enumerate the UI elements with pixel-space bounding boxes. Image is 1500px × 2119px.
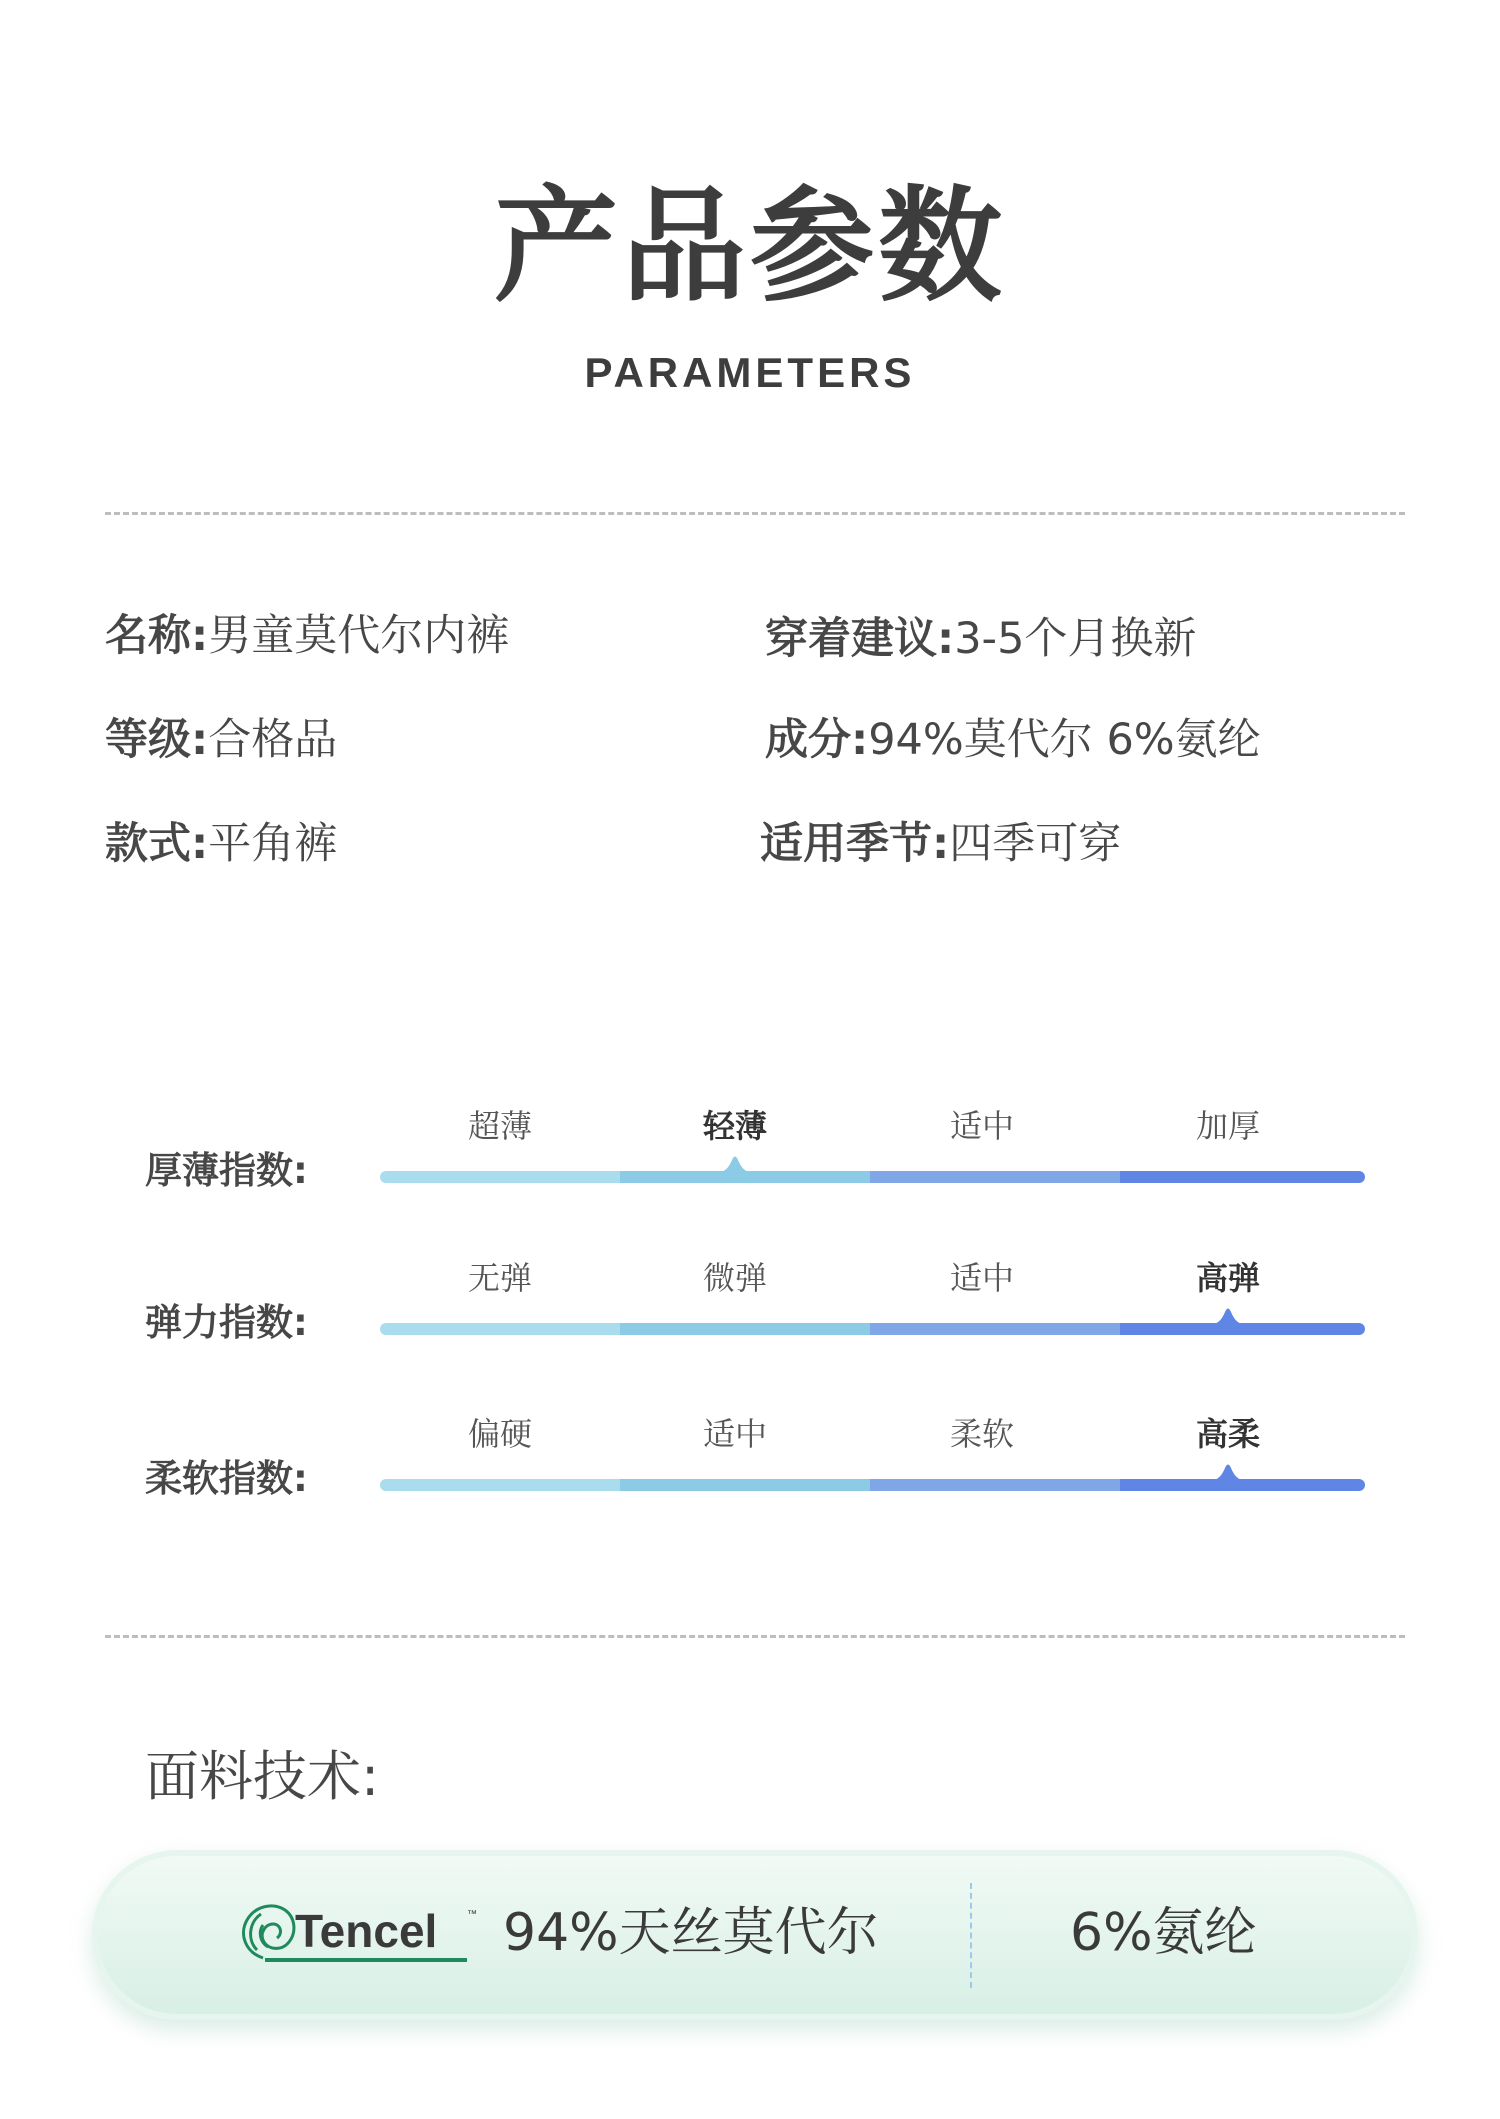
fabric-main-composition: 94%天丝莫代尔: [503, 1903, 879, 1963]
fabric-title: 面料技术:: [145, 1745, 380, 1808]
index-label: 柔软指数:: [145, 1457, 308, 1500]
scale-marker: [715, 1153, 755, 1173]
scale-segment: [870, 1479, 1120, 1491]
scale-marker: [1208, 1305, 1248, 1325]
param-grade: [105, 715, 338, 765]
scale-segment: [870, 1323, 1120, 1335]
scale-segment: [620, 1479, 870, 1491]
param-value: 四季可穿: [949, 819, 1122, 869]
scale-level-label: 高弹: [1195, 1259, 1260, 1297]
scale-level-label: 超薄: [467, 1107, 532, 1145]
param-key: 适用季节:: [760, 819, 950, 869]
param-key: 成分:: [765, 715, 869, 765]
svg-text:™: ™: [467, 1909, 477, 1920]
page-subtitle: PARAMETERS: [584, 349, 916, 396]
scale-marker: [1208, 1461, 1248, 1481]
scale-level-label: 加厚: [1195, 1107, 1260, 1145]
param-name: [105, 611, 510, 661]
scale-bar: [380, 1479, 1365, 1491]
fabric-divider: [970, 1883, 972, 1988]
param-value: 合格品: [208, 715, 338, 765]
scale-level-label: 偏硬: [467, 1415, 532, 1453]
scale-segment: [620, 1323, 870, 1335]
scale-level-label: 适中: [702, 1415, 767, 1453]
scale-segment: [380, 1479, 620, 1491]
scale-level-label: 柔软: [949, 1415, 1014, 1453]
page-title: 产品参数: [493, 175, 1006, 319]
tencel-logo: [235, 1892, 475, 1978]
param-value: 94%莫代尔 6%氨纶: [868, 715, 1261, 765]
scale-segment: [1120, 1171, 1365, 1183]
scale-level-label: 高柔: [1195, 1415, 1260, 1453]
param-wear-advice: [765, 614, 1197, 664]
scale-segment: [870, 1171, 1120, 1183]
param-composition: [765, 715, 1261, 765]
scale-level-label: 无弹: [467, 1259, 532, 1297]
param-value: 男童莫代尔内裤: [208, 611, 510, 661]
divider-bottom: [105, 1635, 1405, 1638]
index-label: 弹力指数:: [145, 1301, 308, 1344]
param-value: 平角裤: [208, 819, 338, 869]
param-value: 3-5个月换新: [954, 614, 1197, 664]
divider-top: [105, 512, 1405, 515]
scale-level-label: 微弹: [702, 1259, 767, 1297]
scale-level-label: 轻薄: [702, 1107, 767, 1145]
scale-bar: [380, 1323, 1365, 1335]
scale-level-label: 适中: [949, 1107, 1014, 1145]
index-label: 厚薄指数:: [145, 1149, 308, 1192]
param-key: 等级:: [105, 715, 209, 765]
scale-segment: [380, 1323, 620, 1335]
param-style: [105, 819, 338, 869]
scale-bar: [380, 1171, 1365, 1183]
svg-text:Tencel: Tencel: [295, 1905, 438, 1957]
param-key: 款式:: [105, 819, 209, 869]
param-key: 穿着建议:: [765, 614, 955, 664]
param-key: 名称:: [105, 611, 209, 661]
fabric-side-composition: 6%氨纶: [1070, 1903, 1257, 1963]
scale-segment: [380, 1171, 620, 1183]
scale-level-label: 适中: [949, 1259, 1014, 1297]
param-season: [760, 819, 1122, 869]
